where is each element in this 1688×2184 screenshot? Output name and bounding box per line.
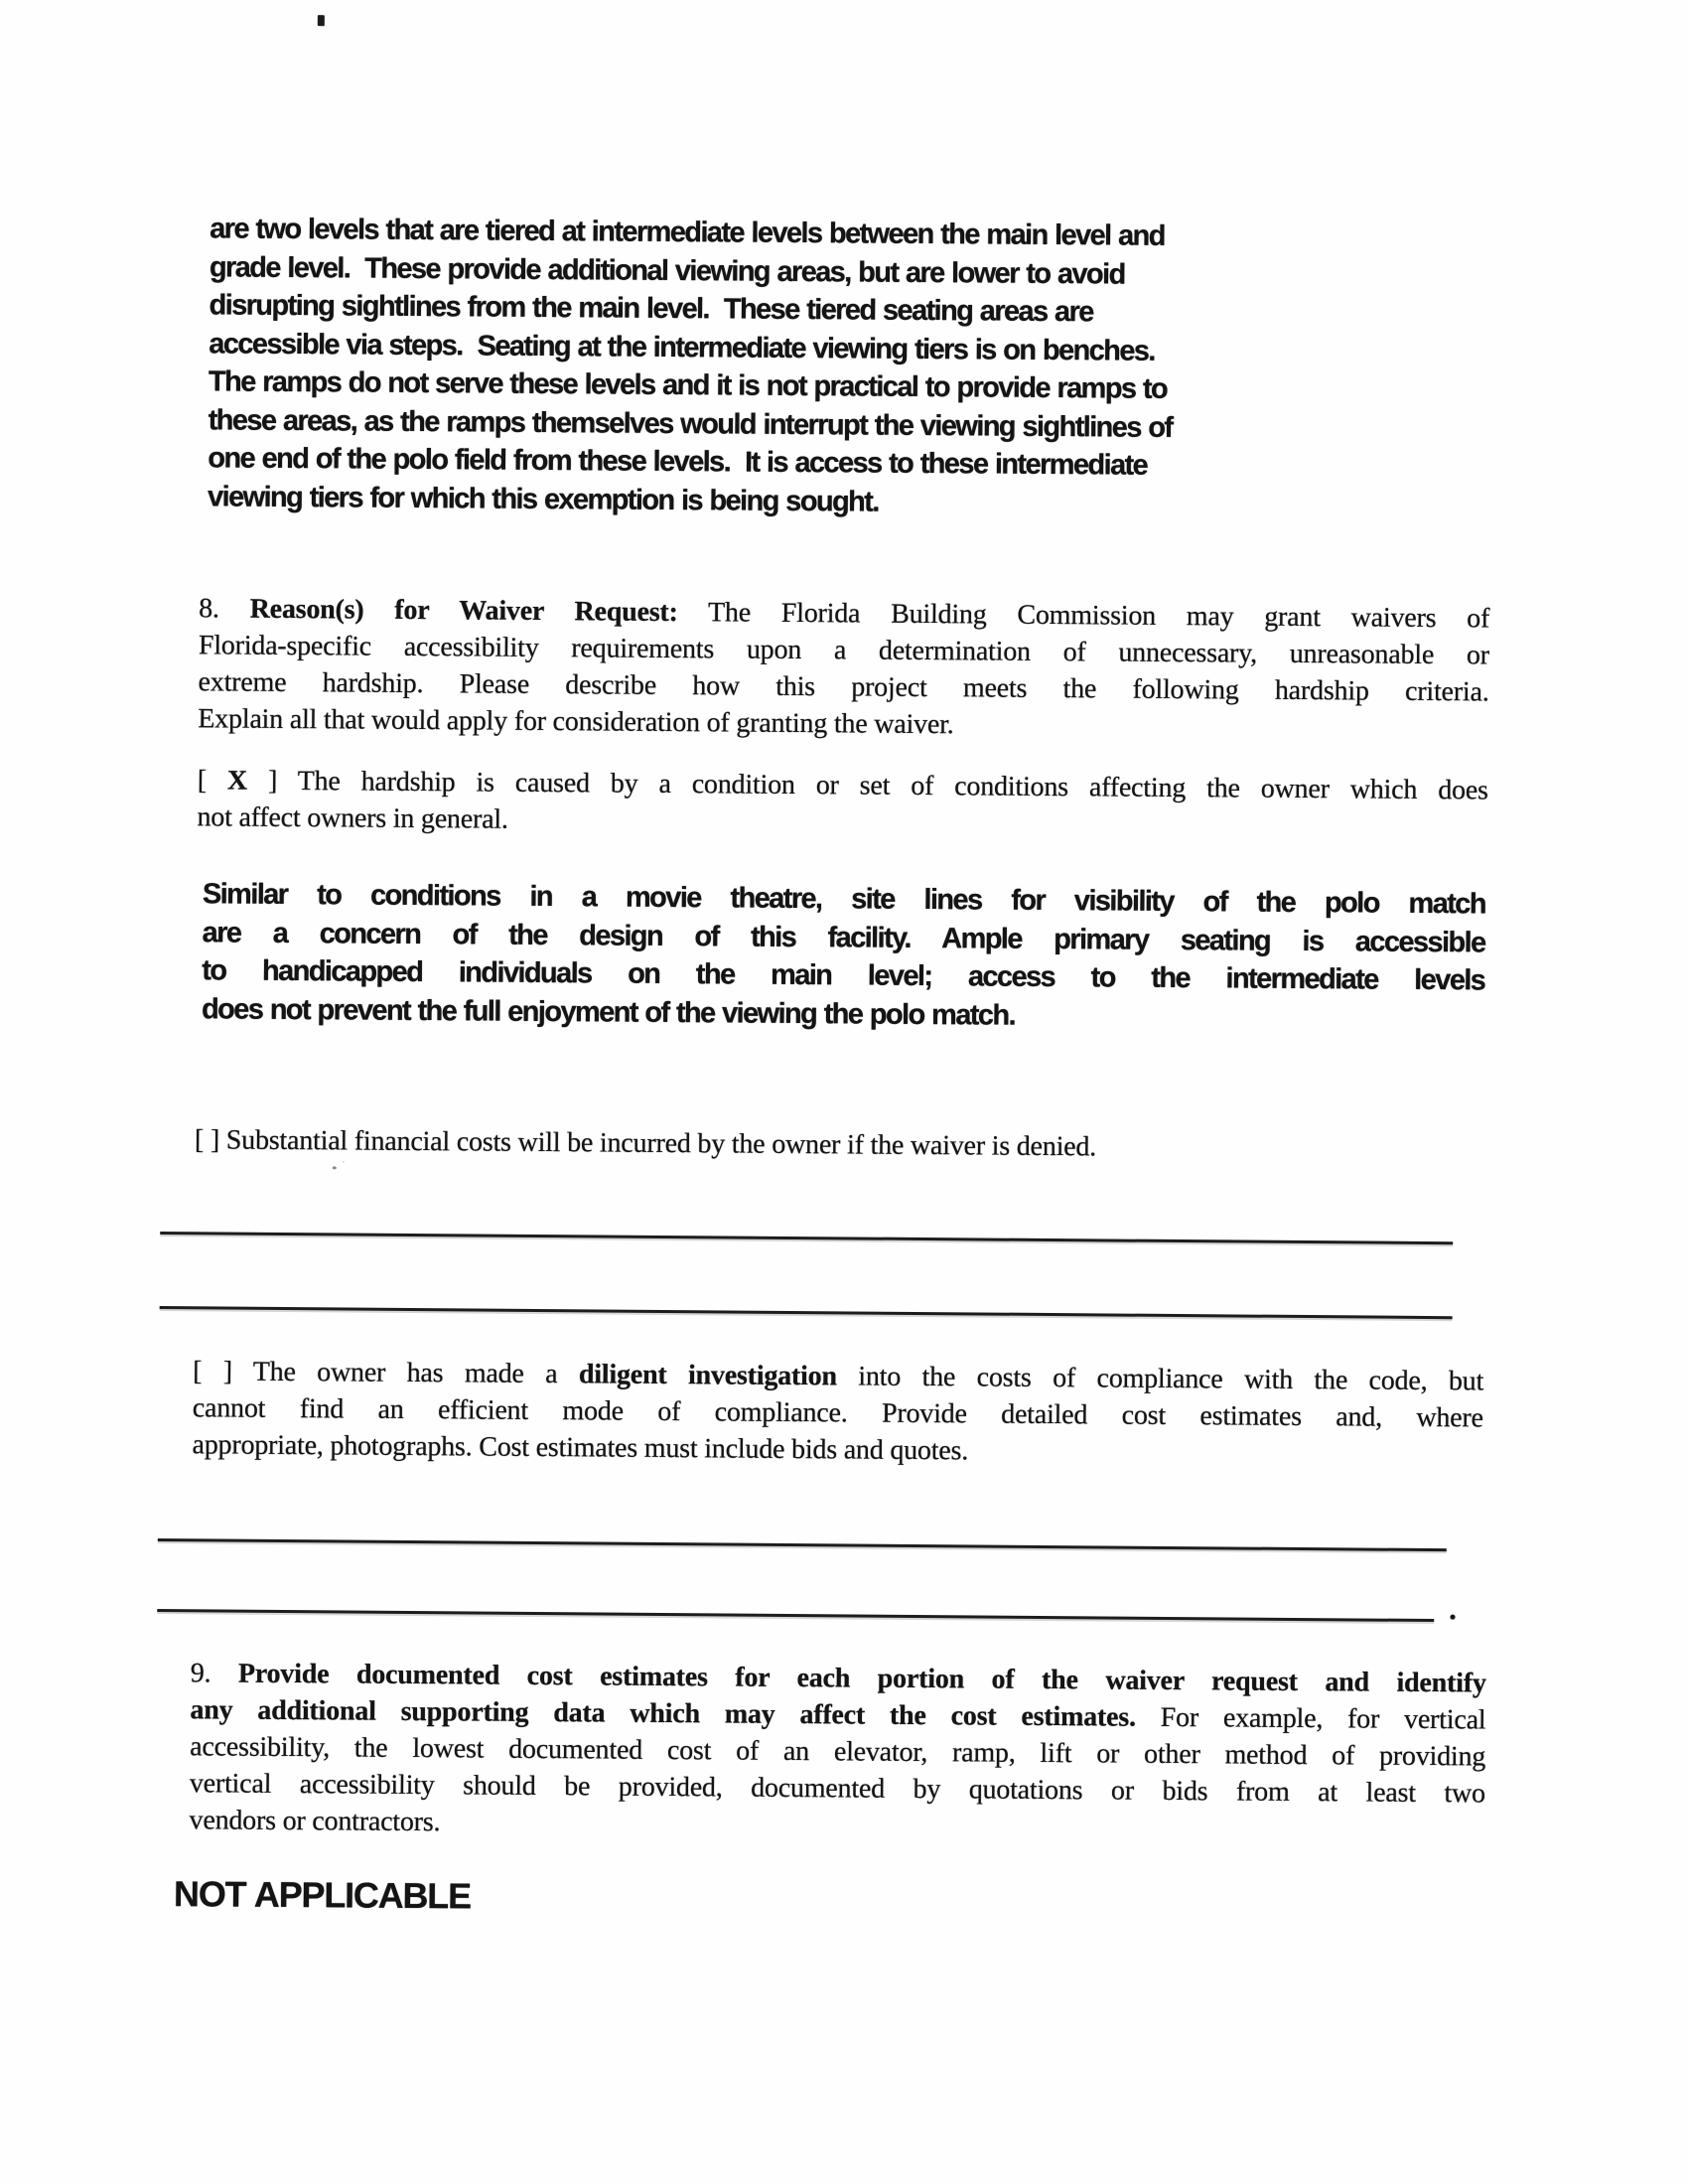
text-segment: [	[197, 765, 228, 797]
checkbox-item-substantial-costs	[195, 1121, 1485, 1168]
blank-answer-line-1	[160, 1232, 1453, 1244]
text-segment: accessibility, the lowest documented cost of an elevator, ramp, lift or other method of providing	[190, 1731, 1486, 1773]
text-segment: are two levels that are tiered at intermediate levels between the main level and	[210, 213, 1165, 252]
stray-ink-dot	[333, 1166, 337, 1169]
text-segment: appropriate, photographs. Cost estimates must include bids and quotes.	[192, 1429, 969, 1467]
blank-answer-line-3	[158, 1538, 1447, 1551]
not-applicable-response	[174, 1873, 591, 1918]
text-segment: 9.	[190, 1658, 239, 1689]
text-segment: to handicapped individuals on the main level; access to the intermediate levels	[202, 954, 1485, 997]
text-segment: cannot find an efficient mode of compliance. Provide detailed cost estimates and, where	[192, 1392, 1483, 1434]
text-segment: [ ] Substantial financial costs will be incurred by the owner if the waiver is denied.	[194, 1124, 1097, 1163]
blank-answer-line-2	[160, 1306, 1453, 1319]
text-segment: these areas, as the ramps themselves would interrupt the viewing sightlines of	[208, 403, 1173, 444]
bold-text-segment: diligent investigation	[578, 1359, 837, 1392]
text-line	[174, 1873, 591, 1918]
checkbox-item-diligent-investigation	[192, 1353, 1483, 1473]
text-segment: Florida-specific accessibility requirements upon a determination of unnecessary, unreasonable or	[198, 630, 1489, 671]
text-segment: The ramps do not serve these levels and it is not practical to provide ramps to	[208, 365, 1168, 405]
paragraph-sightline-hardship-response	[202, 875, 1485, 1038]
bold-text-segment: any additional supporting data which may affect the cost estimates.	[190, 1694, 1136, 1733]
text-segment: not affect owners in general.	[197, 801, 508, 835]
text-segment: vertical accessibility should be provided, documented by quotations or bids from at least two	[189, 1768, 1485, 1810]
section-8-reasons-for-waiver	[198, 590, 1489, 747]
text-segment: extreme hardship. Please describe how this project meets the following hardship criteria.	[198, 666, 1489, 708]
text-segment: [ ] The owner has made a	[193, 1356, 580, 1390]
blank-answer-line-4	[157, 1609, 1434, 1622]
text-line	[195, 1121, 1485, 1168]
text-segment: vendors or contractors.	[189, 1805, 441, 1838]
text-segment: NOT APPLICABLE	[173, 1873, 472, 1917]
stray-period-mark: .	[1449, 1593, 1457, 1627]
text-segment: For example, for vertical	[1135, 1701, 1486, 1736]
bold-text-segment: X	[226, 765, 248, 797]
text-segment: accessible via steps. Seating at the intermediate viewing tiers is on benches.	[209, 327, 1155, 367]
text-segment: grade level. These provide additional viewing areas, but are lower to avoid	[209, 250, 1125, 291]
text-segment: one end of the polo field from these levels. It is access to these intermediate	[208, 442, 1148, 482]
paragraph-tiered-viewing-levels	[208, 210, 1485, 525]
text-segment: 8.	[199, 593, 250, 625]
text-segment: disrupting sightlines from the main level. These tiered seating areas are	[209, 289, 1093, 329]
text-segment: viewing tiers for which this exemption is being sought.	[207, 480, 879, 518]
bold-text-segment: Reason(s) for Waiver Request:	[249, 593, 678, 629]
section-9-cost-estimates	[189, 1655, 1485, 1848]
text-segment: Similar to conditions in a movie theatre, site lines for visibility of the polo match	[202, 878, 1486, 921]
bold-text-segment: Provide documented cost estimates for each portion of the waiver request and identify	[237, 1658, 1486, 1699]
text-segment: The Florida Building Commission may grant waivers of	[677, 597, 1490, 635]
stray-ink-mark	[318, 15, 325, 26]
text-segment: into the costs of compliance with the code, but	[836, 1361, 1484, 1397]
text-segment: Explain all that would apply for consideration of granting the waiver.	[198, 703, 954, 741]
text-segment: are a concern of the design of this facility. Ample primary seating is accessible	[202, 916, 1485, 958]
checkbox-item-hardship-condition	[197, 762, 1488, 845]
text-segment: ] The hardship is caused by a condition or set of conditions affecting the owner which does	[246, 765, 1488, 806]
text-segment: does not prevent the full enjoyment of the viewing the polo match.	[201, 992, 1016, 1032]
